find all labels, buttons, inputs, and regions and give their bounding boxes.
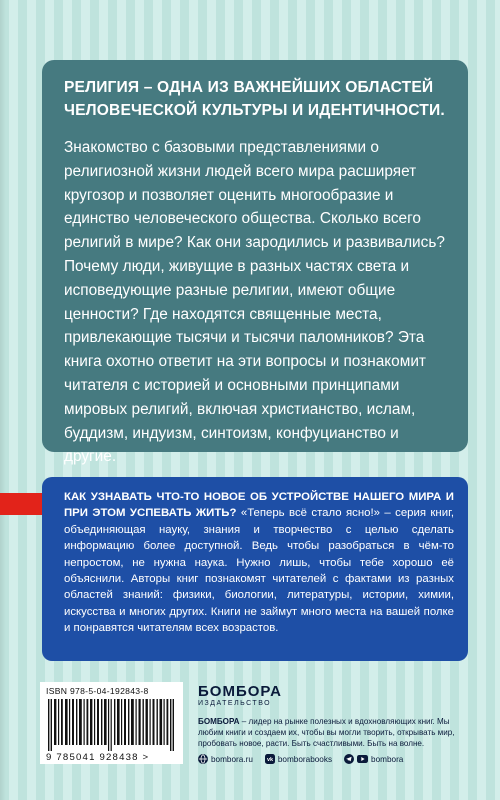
publisher-logo-text: БОМБОРА <box>198 683 282 700</box>
barcode-image <box>46 699 177 751</box>
play-icon <box>357 754 368 764</box>
publisher-description-text: – лидер на рынке полезных и вдохновляющих книг. Мы любим книги и создаем их, чтобы вы могли творить, открывать мир, пробовать новое, расти. Быть счастливыми. Быть на волне. <box>198 717 455 748</box>
telegram-icon <box>344 754 354 764</box>
spine-shadow <box>0 0 6 800</box>
telegram-label: bombora <box>371 754 404 764</box>
telegram-youtube-link[interactable] <box>344 754 403 764</box>
isbn-label: ISBN 978-5-04-192843-8 <box>46 686 149 696</box>
social-links <box>198 753 478 765</box>
svg-text:vk: vk <box>266 757 273 764</box>
barcode-block <box>40 682 183 764</box>
religion-description-text: Знакомство с базовыми представлениями о религиозной жизни людей всего мира расширяет кругозор и позволяет оценить многообразие и единство человеческого общества. Сколько всего религий в мире? Как они зародились и развивались? Почему люди, живущие в разных частях света и исповедующие разные религии, имеют общие ценности? Где находятся священные места, привлекающие тысячи и тысячи паломников? Эта книга охотно ответит на эти вопросы и познакомит читателя с историей и основными принципами мировых религий, включая христианство, ислам, буддизм, индуизм, синтоизм, конфуцианство и другие. <box>64 139 445 466</box>
barcode-digits: 9 785041 928438 > <box>46 752 150 763</box>
series-description-card <box>42 477 468 661</box>
vk-icon <box>265 754 275 764</box>
globe-icon <box>198 754 208 764</box>
religion-heading: РЕЛИГИЯ – ОДНА ИЗ ВАЖНЕЙШИХ ОБЛАСТЕЙ ЧЕЛОВЕЧЕСКОЙ КУЛЬТУРЫ И ИДЕНТИЧНОСТИ. <box>64 79 445 119</box>
website-label: bombora.ru <box>211 754 253 764</box>
series-red-marker <box>0 493 46 515</box>
series-body: «Теперь всё стало ясно!» – серия книг, объединяющая науку, знания и творчество с целью сделать информацию более доступной. Ведь чтобы разобраться в чём-то непростом, не нужна наука. Нужно лишь, чтобы тебе хорошо её объяснили. Авторы книг познакомят читателей с фактами из разных областей знаний: физики, биологии, литературы, истории, химии, искусства и многих других. Книги не займут много места на вашей полке и понравятся читателям всех возрастов. <box>64 507 454 635</box>
series-lead: КАК УЗНАВАТЬ ЧТО-ТО НОВОЕ ОБ УСТРОЙСТВЕ НАШЕГО МИРА И ПРИ ЭТОМ УСПЕВАТЬ ЖИТЬ? <box>64 491 454 520</box>
vk-label: bomborabooks <box>277 754 333 764</box>
publisher-logo <box>198 684 282 708</box>
publisher-description <box>198 716 468 749</box>
religion-description-card <box>42 60 468 466</box>
publisher-logo-subtitle: ИЗДАТЕЛЬСТВО <box>198 700 272 707</box>
series-description <box>64 489 454 637</box>
publisher-name: БОМБОРА <box>198 717 240 726</box>
vk-link[interactable] <box>265 754 332 764</box>
website-link[interactable] <box>198 754 253 764</box>
